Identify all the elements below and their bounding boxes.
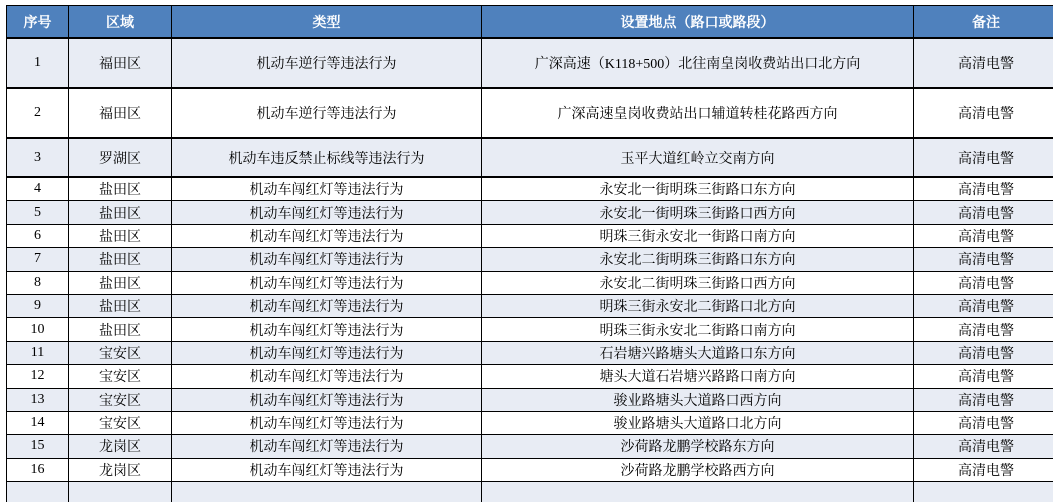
cell-location: 玉平大道红岭立交南方向 [482,138,914,177]
cell-type: 机动车闯红灯等违法行为 [172,248,482,271]
cell-type: 机动车闯红灯等违法行为 [172,294,482,317]
table-row [7,248,1053,271]
table-row [7,271,1053,294]
cell-district: 盐田区 [69,201,172,224]
cell-location: 永安北二街明珠三街路口西方向 [482,271,914,294]
cell-location: 永安北一街明珠三街路口东方向 [482,177,914,201]
cell-district: 福田区 [69,88,172,138]
cell-district: 宝安区 [69,365,172,388]
cell-district: 盐田区 [69,318,172,341]
cell-district: 罗湖区 [69,138,172,177]
cell-location: 骏业路塘头大道路口北方向 [482,411,914,434]
cell-type: 机动车闯红灯等违法行为 [172,224,482,247]
cell-type: 机动车闯红灯等违法行为 [172,341,482,364]
table-row [7,435,1053,458]
cell-remark: 高清电警 [914,341,1053,364]
column-header-district: 区域 [69,6,172,39]
column-header-type: 类型 [172,6,482,39]
cell-remark: 高清电警 [914,138,1053,177]
cell-remark: 高清电警 [914,388,1053,411]
cell-index: 4 [7,177,69,201]
cell-index: 15 [7,435,69,458]
table-row [7,38,1053,88]
cell-index: 12 [7,365,69,388]
cell-index: 7 [7,248,69,271]
table-row [7,88,1053,138]
cell-index: 11 [7,341,69,364]
cell-location: 永安北一街明珠三街路口西方向 [482,201,914,224]
cell-location: 永安北二街明珠三街路口东方向 [482,248,914,271]
cell-location: 石岩塘兴路塘头大道路口东方向 [482,341,914,364]
cell-district: 盐田区 [69,294,172,317]
table-row [7,318,1053,341]
cell-location: 沙荷路龙鹏学校路东方向 [482,435,914,458]
cell-index: 1 [7,38,69,88]
table-row [7,411,1053,434]
table-body [7,38,1053,502]
cell-remark: 高清电警 [914,248,1053,271]
cell-district: 龙岗区 [69,458,172,481]
table-row [7,177,1053,201]
cell-index: 9 [7,294,69,317]
cell-remark: 高清电警 [914,271,1053,294]
cell-type: 机动车闯红灯等违法行为 [172,201,482,224]
table-row [7,388,1053,411]
table-row [7,294,1053,317]
table-row [7,201,1053,224]
cell-type: 机动车闯红灯等违法行为 [172,411,482,434]
cell-remark: 高清电警 [914,88,1053,138]
table-row-partial [7,482,1053,502]
cell-district: 福田区 [69,38,172,88]
table-header [7,6,1053,39]
cell-remark: 高清电警 [914,458,1053,481]
cell-type [172,482,482,502]
cell-location: 塘头大道石岩塘兴路路口南方向 [482,365,914,388]
cell-district: 盐田区 [69,177,172,201]
cell-location [482,482,914,502]
column-header-index: 序号 [7,6,69,39]
cell-type: 机动车逆行等违法行为 [172,38,482,88]
cell-location: 明珠三街永安北二街路口南方向 [482,318,914,341]
cell-index: 5 [7,201,69,224]
cell-type: 机动车闯红灯等违法行为 [172,318,482,341]
table-row [7,224,1053,247]
cell-remark: 高清电警 [914,435,1053,458]
cell-type: 机动车违反禁止标线等违法行为 [172,138,482,177]
cell-index: 2 [7,88,69,138]
cell-remark: 高清电警 [914,177,1053,201]
cell-remark: 高清电警 [914,201,1053,224]
column-header-remark: 备注 [914,6,1053,39]
cell-location: 明珠三街永安北二街路口北方向 [482,294,914,317]
cell-district: 宝安区 [69,388,172,411]
cell-remark [914,482,1053,502]
table-row [7,341,1053,364]
cell-location: 骏业路塘头大道路口西方向 [482,388,914,411]
cell-type: 机动车逆行等违法行为 [172,88,482,138]
cell-location: 沙荷路龙鹏学校路西方向 [482,458,914,481]
cell-remark: 高清电警 [914,411,1053,434]
violation-camera-table [6,5,1053,502]
cell-type: 机动车闯红灯等违法行为 [172,365,482,388]
cell-district: 盐田区 [69,224,172,247]
cell-index: 16 [7,458,69,481]
cell-remark: 高清电警 [914,38,1053,88]
cell-index: 10 [7,318,69,341]
cell-district [69,482,172,502]
table-row [7,365,1053,388]
cell-type: 机动车闯红灯等违法行为 [172,271,482,294]
cell-index: 3 [7,138,69,177]
cell-type: 机动车闯红灯等违法行为 [172,177,482,201]
cell-index: 13 [7,388,69,411]
table-row [7,138,1053,177]
header-row [7,6,1053,39]
cell-index: 8 [7,271,69,294]
cell-district: 宝安区 [69,341,172,364]
cell-district: 宝安区 [69,411,172,434]
cell-remark: 高清电警 [914,294,1053,317]
cell-district: 龙岗区 [69,435,172,458]
cell-remark: 高清电警 [914,224,1053,247]
cell-index: 14 [7,411,69,434]
cell-remark: 高清电警 [914,318,1053,341]
cell-district: 盐田区 [69,271,172,294]
cell-type: 机动车闯红灯等违法行为 [172,388,482,411]
cell-remark: 高清电警 [914,365,1053,388]
cell-index: 6 [7,224,69,247]
cell-index [7,482,69,502]
cell-type: 机动车闯红灯等违法行为 [172,435,482,458]
cell-location: 广深高速（K118+500）北往南皇岗收费站出口北方向 [482,38,914,88]
cell-district: 盐田区 [69,248,172,271]
column-header-location: 设置地点（路口或路段） [482,6,914,39]
cell-type: 机动车闯红灯等违法行为 [172,458,482,481]
cell-location: 广深高速皇岗收费站出口辅道转桂花路西方向 [482,88,914,138]
table-row [7,458,1053,481]
cell-location: 明珠三街永安北一街路口南方向 [482,224,914,247]
